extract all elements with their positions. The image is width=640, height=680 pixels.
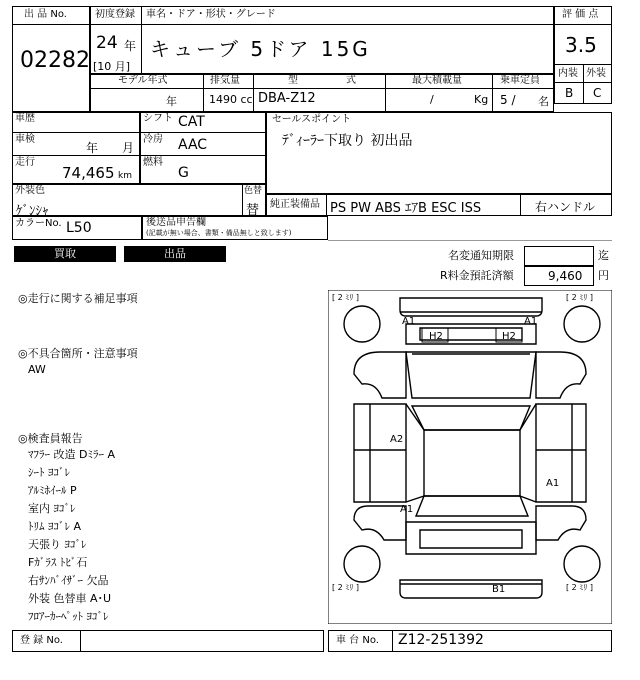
purchase-tag: 買取	[14, 246, 116, 262]
inspector-item: 天張り ﾖｺﾞﾚ	[28, 538, 87, 551]
score-value: 3.5	[565, 33, 597, 57]
history-label: 車歴	[15, 113, 35, 124]
tire-rear-right	[564, 546, 600, 582]
damage-mark-front-left: A1	[402, 316, 416, 327]
model-year-label: モデル年式	[118, 75, 168, 86]
inspection-label: 車検	[15, 134, 35, 145]
first-registration-month: [10 月]	[93, 60, 131, 73]
windshield	[412, 406, 530, 430]
sales-point: ﾃﾞｨｰﾗｰ下取り 初出品	[282, 133, 413, 149]
inspector-report-title: ◎検査員報告	[18, 432, 83, 445]
recycle-fee-value: 9,460	[548, 269, 583, 283]
sales-point-label: セールスポイント	[272, 114, 352, 125]
steering: 右ハンドル	[535, 200, 596, 214]
tire-depth-label-rr: [ 2 ﾐﾘ ]	[566, 583, 593, 592]
rear-window	[416, 496, 528, 516]
rear-right-fender	[536, 506, 586, 540]
max-load-unit: Kg	[474, 93, 489, 106]
damage-mark-h2-left: H2	[429, 331, 443, 342]
tire-front-left	[344, 306, 380, 342]
interior-grade: B	[565, 86, 574, 100]
exterior-color-box	[12, 184, 266, 216]
ac: AAC	[178, 137, 208, 153]
rear-left-fender	[354, 506, 406, 540]
chassis-no: Z12-251392	[398, 632, 484, 648]
defect-item: AW	[28, 363, 46, 376]
color-change: 替	[246, 203, 260, 218]
right-doors	[536, 404, 586, 502]
inspection-month: 月	[122, 141, 135, 155]
inspector-item: ﾌﾛｱｰｶｰﾍﾟｯﾄ ﾖｺﾞﾚ	[28, 610, 109, 623]
vehicle-type: DBA-Z12	[258, 91, 316, 106]
tire-depth-label-fl: [ 2 ﾐﾘ ]	[332, 293, 359, 302]
name-change-label: 名変通知期限	[448, 249, 514, 262]
hood	[406, 352, 536, 398]
mileage: 74,465	[62, 164, 115, 182]
interior-grade-label: 内装	[558, 68, 578, 79]
displacement: 1490 cc	[209, 93, 253, 106]
inspector-item: Fｶﾞﾗｽ ﾄﾋﾞ石	[28, 556, 88, 569]
displacement-label: 排気量	[210, 75, 240, 86]
inspector-item: 室内 ﾖｺﾞﾚ	[28, 502, 76, 515]
recycle-fee-unit: 円	[598, 269, 609, 282]
shift: CAT	[178, 114, 205, 130]
name-change-field	[524, 246, 594, 266]
exterior-grade-label: 外装	[586, 68, 606, 79]
damage-mark-right-side: A1	[546, 478, 560, 489]
front-left-fender	[354, 352, 406, 398]
rear-bumper	[400, 580, 542, 598]
exterior-color: ｹﾞﾝｼｬ	[16, 204, 49, 219]
max-load-label: 最大積載量	[412, 75, 462, 86]
tire-depth-label-fr: [ 2 ﾐﾘ ]	[566, 293, 593, 302]
tailgate	[406, 522, 536, 554]
fuel-label: 燃料	[143, 157, 163, 168]
type-label-2: 式	[346, 75, 356, 86]
max-load-separator: /	[430, 93, 434, 106]
inspector-item: 右ｻﾝﾊﾞｲｻﾞｰ 欠品	[28, 574, 109, 587]
driving-notes-title: ◎走行に関する補足事項	[18, 292, 138, 305]
type-label: 型	[288, 75, 298, 86]
inspection-year: 年	[86, 141, 99, 155]
tire-front-right	[564, 306, 600, 342]
front-panel	[406, 324, 536, 344]
documents-label: 後送品申告欄	[146, 217, 206, 228]
shift-label: シフト	[143, 113, 173, 124]
color-no-label: カラーNo.	[15, 218, 62, 229]
documents-note: (記載が無い場合、書類・備品無しと致します)	[146, 229, 292, 237]
exterior-grade: C	[593, 86, 602, 100]
color-no: L50	[66, 220, 92, 236]
mileage-unit: km	[118, 171, 132, 181]
chassis-no-label: 車 台 No.	[336, 635, 379, 646]
lot-number-label: 出 品 No.	[24, 9, 67, 20]
equipment-label: 純正装備品	[270, 199, 320, 210]
front-right-fender	[536, 352, 586, 398]
lot-number: 02282	[20, 48, 90, 73]
inspector-item: ﾄﾘﾑ ﾖｺﾞﾚ A	[28, 520, 82, 533]
name-change-unit: 迄	[598, 249, 609, 262]
registration-no-label: 登 録 No.	[20, 635, 63, 646]
defects-title: ◎不具合箇所・注意事項	[18, 347, 138, 360]
exterior-color-label: 外装色	[15, 185, 45, 196]
damage-mark-front-right: A1	[524, 316, 538, 327]
tire-rear-left	[344, 546, 380, 582]
first-listing-tag: 出品	[124, 246, 226, 262]
inspector-item: ｱﾙﾐﾎｲｰﾙ P	[28, 484, 77, 497]
car-name-label: 車名・ドア・形状・グレード	[146, 9, 276, 20]
first-registration-year: 24	[96, 33, 118, 53]
damage-mark-rear: B1	[492, 584, 506, 595]
damage-mark-left-side: A2	[390, 434, 404, 445]
inspector-item: ﾏﾌﾗｰ 改造 Dﾐﾗｰ A	[28, 448, 115, 461]
inspector-item: ｼｰﾄ ﾖｺﾞﾚ	[28, 466, 70, 479]
capacity-unit: 名	[538, 95, 549, 108]
tire-depth-label-rl: [ 2 ﾐﾘ ]	[332, 583, 359, 592]
front-bumper	[400, 298, 542, 316]
year-unit: 年	[124, 39, 137, 53]
car-name: キューブ 5ドア 15G	[150, 37, 371, 61]
model-year-unit: 年	[166, 95, 177, 108]
color-change-label: 色替	[244, 186, 263, 196]
capacity: 5 /	[500, 93, 516, 107]
damage-mark-h2-right: H2	[502, 331, 516, 342]
score-label: 評 価 点	[562, 9, 599, 20]
damage-diagram	[328, 290, 612, 624]
left-doors	[354, 404, 406, 502]
equipment: PS PW ABS ｴｱB ESC ISS	[330, 201, 482, 216]
damage-mark-left-rear: A1	[400, 504, 414, 515]
ac-label: 冷房	[143, 134, 163, 145]
mileage-label: 走行	[15, 157, 35, 168]
roof	[424, 430, 520, 496]
recycle-fee-label: R料金預託済額	[440, 269, 514, 282]
fuel: G	[178, 165, 189, 181]
inspector-item: 外装 色替車 A･U	[28, 592, 112, 605]
first-registration-label: 初度登録	[95, 9, 135, 20]
capacity-label: 乗車定員	[500, 75, 540, 86]
